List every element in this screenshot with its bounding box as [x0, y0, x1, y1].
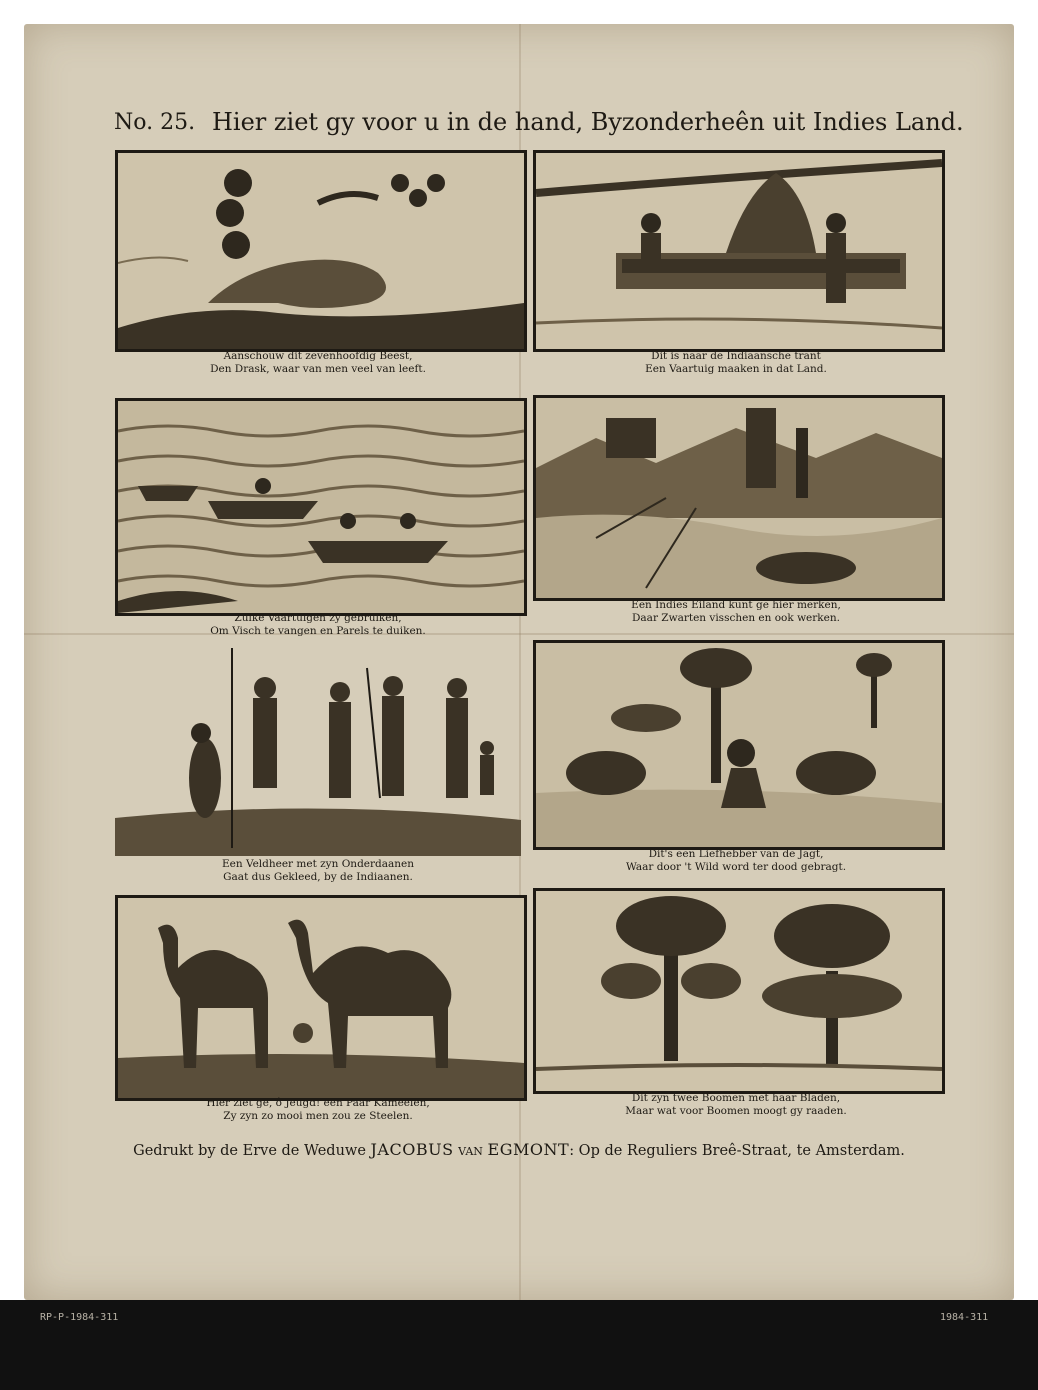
- caption-5: Een Veldheer met zyn Onderdaanen Gaat dus Gekleed, by de Indiaanen.: [221, 858, 415, 883]
- inventory-number-left: RP-P-1984-311: [40, 1312, 119, 1323]
- woodcut-canoe-making: [533, 150, 945, 352]
- sheet-number: No. 25.: [114, 110, 196, 135]
- caption-3: Zulke Vaartuigen zy gebruiken, Om Visch te vangen en Parels te duiken.: [210, 612, 426, 637]
- black-bottom-strip: [0, 1300, 1038, 1390]
- woodcut-chief-with-subjects: [115, 648, 521, 856]
- caption-7: Hier ziet ge, ô Jeugd! een Paar Kameelen, Zy zyn zo mooi men zou ze Steelen.: [206, 1097, 430, 1122]
- woodcut-seven-headed-beast: [115, 150, 527, 352]
- caption-6: Dit's een Liefhebber van de Jagt, Waar door 't Wild word ter dood gebragt.: [625, 848, 847, 873]
- caption-8: Dit zyn twee Boomen met haar Bladen, Maar wat voor Boomen moogt gy raaden.: [625, 1092, 847, 1117]
- caption-1: Aanschouw dit zevenhoofdig Beest, Den Drask, waar van men veel van leeft.: [210, 350, 426, 375]
- woodcut-pearl-diving-boats: [115, 398, 527, 616]
- sheet-heading: [0, 104, 1038, 144]
- woodcut-hunting-scene: [533, 640, 945, 850]
- printer-imprint: Gedrukt by de Erve de Weduwe JACOBUS VAN EGMONT: Op de Reguliers Breê-Straat, te Amsterdam.: [133, 1140, 905, 1159]
- woodcut-indian-island: [533, 395, 945, 601]
- inventory-number-right: 1984-311: [940, 1312, 989, 1323]
- woodcut-two-camels: [115, 895, 527, 1101]
- caption-4: Een Indies Eiland kunt ge hier merken, Daar Zwarten visschen en ook werken.: [631, 599, 841, 624]
- woodcut-two-trees: [533, 888, 945, 1094]
- caption-2: Dit is naar de Indiaansche trant Een Vaartuig maaken in dat Land.: [645, 350, 827, 375]
- sheet-title: Hier ziet gy voor u in de hand, Byzonderheên uit Indies Land.: [212, 108, 964, 136]
